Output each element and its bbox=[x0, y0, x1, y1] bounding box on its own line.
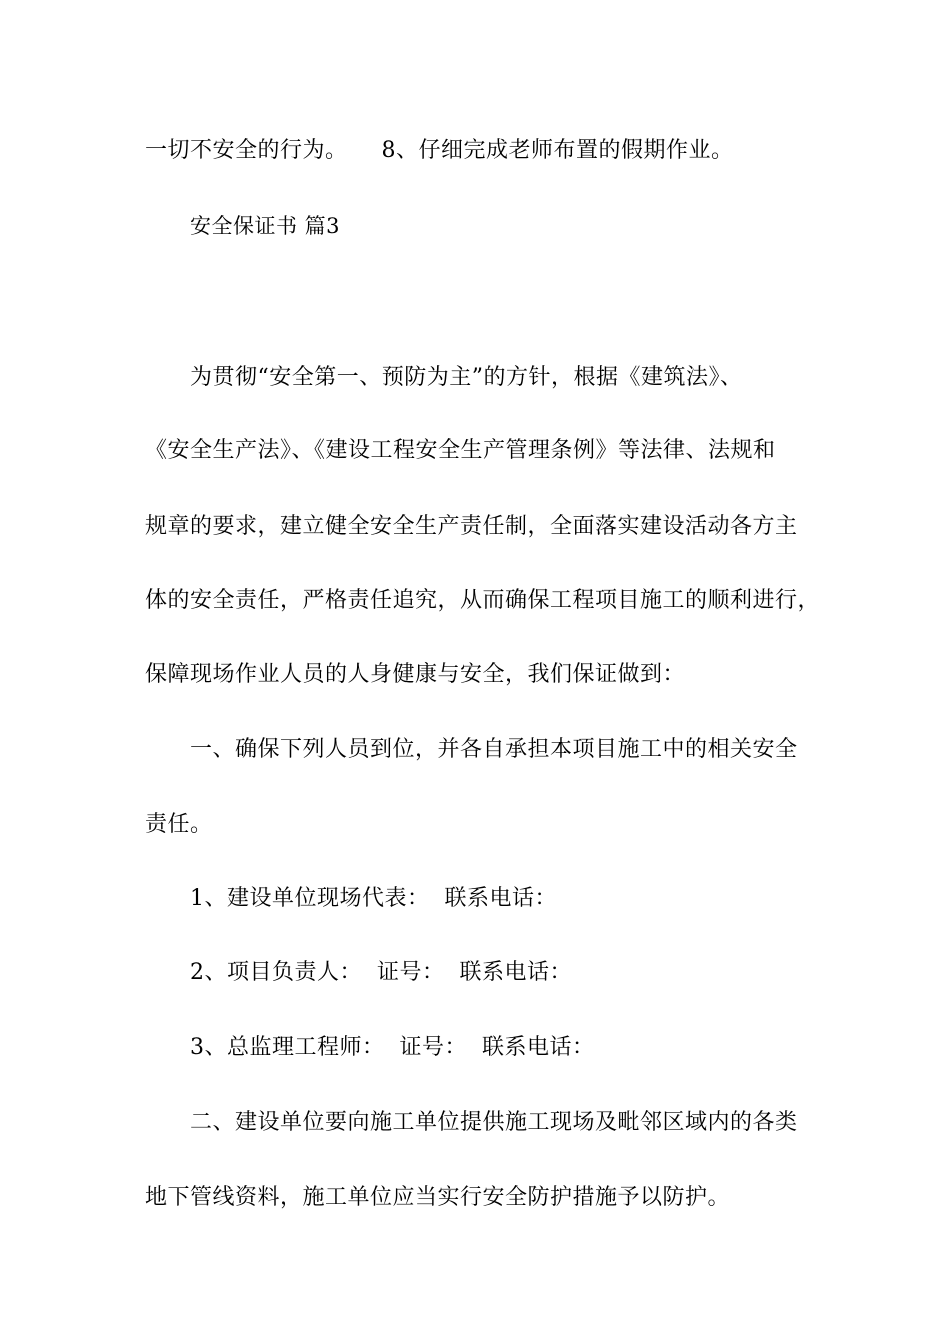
paragraph-line: 保障现场作业人员的人身健康与安全，我们保证做到： bbox=[145, 662, 686, 687]
paragraph-line: 二、建设单位要向施工单位提供施工现场及毗邻区域内的各类 bbox=[190, 1110, 798, 1135]
paragraph-line: 为贯彻“安全第一、预防为主”的方针，根据《建筑法》、 bbox=[190, 365, 743, 390]
section-heading: 安全保证书 篇3 bbox=[190, 214, 341, 238]
paragraph-line: 体的安全责任，严格责任追究，从而确保工程项目施工的顺利进行， bbox=[145, 588, 821, 613]
paragraph-line: 一、确保下列人员到位，并各自承担本项目施工中的相关安全 bbox=[190, 737, 798, 762]
list-item: 2、项目负责人： 证号： 联系电话： bbox=[190, 960, 572, 985]
list-item: 1、建设单位现场代表： 联系电话： bbox=[190, 886, 557, 911]
paragraph-line: 一切不安全的行为。 8、仔细完成老师布置的假期作业。 bbox=[145, 138, 734, 163]
list-item: 3、总监理工程师： 证号： 联系电话： bbox=[190, 1035, 595, 1060]
paragraph-line: 地下管线资料，施工单位应当实行安全防护措施予以防护。 bbox=[145, 1185, 731, 1210]
paragraph-line: 规章的要求，建立健全安全生产责任制，全面落实建设活动各方主 bbox=[145, 514, 798, 539]
paragraph-line: 责任。 bbox=[145, 812, 213, 837]
paragraph-line: 《安全生产法》、《建设工程安全生产管理条例》等法律、法规和 bbox=[145, 438, 776, 463]
